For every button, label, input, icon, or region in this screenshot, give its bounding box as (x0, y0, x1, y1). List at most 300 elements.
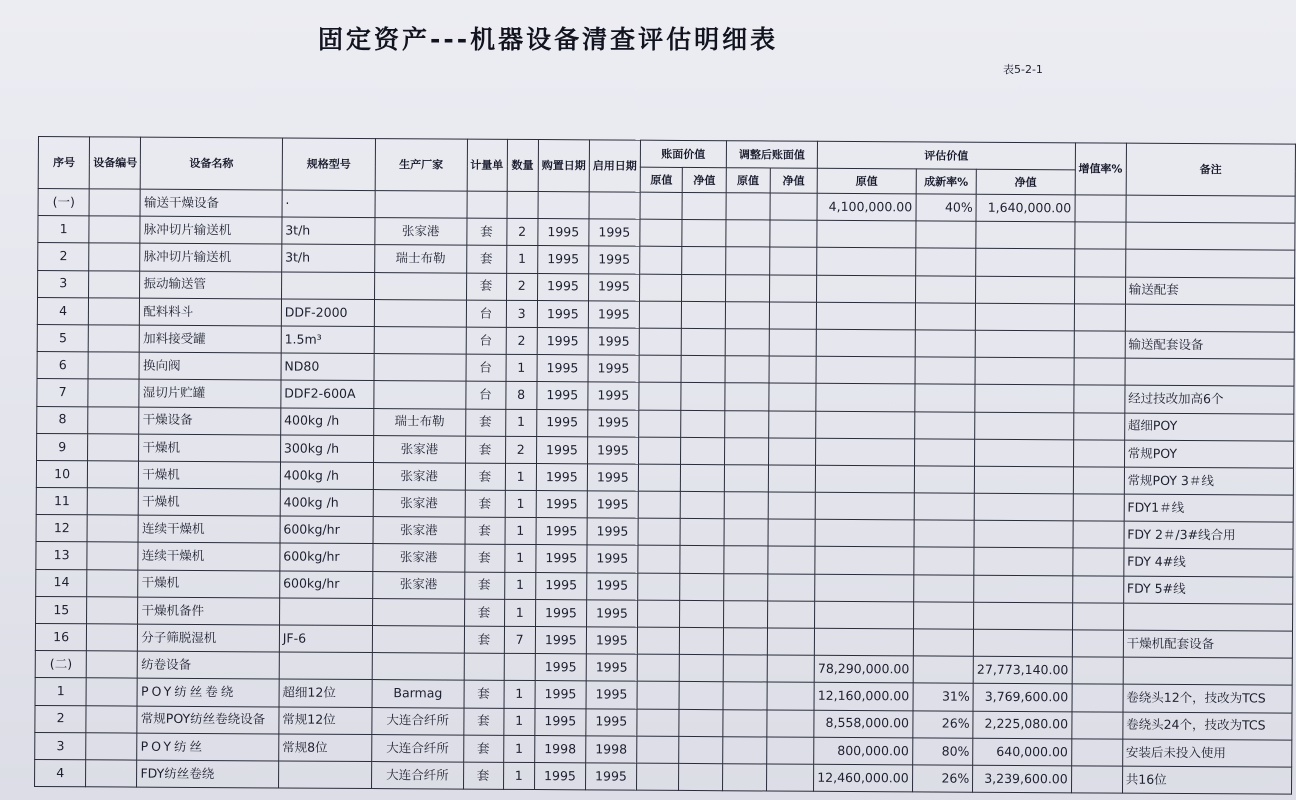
cell-start-date: 1995 (586, 708, 637, 735)
cell-remark (1125, 250, 1294, 278)
header-appraised-orig: 原值 (817, 168, 916, 194)
cell-remark: FDY 5#线 (1123, 576, 1292, 604)
cell-increase-rate (1074, 358, 1125, 385)
cell-adjusted-net (769, 302, 817, 329)
cell-adjusted-orig (725, 301, 769, 328)
cell-adjusted-net (769, 247, 817, 274)
cell-spec: 600kg/hr (280, 571, 373, 599)
cell-qty (507, 191, 539, 218)
cell-unit: 套 (463, 735, 503, 762)
cell-book-orig (640, 247, 683, 274)
cell-increase-rate (1071, 739, 1122, 766)
cell-remark: 输送配套 (1125, 277, 1294, 305)
cell-appraised-orig (815, 465, 914, 493)
cell-book-orig (637, 682, 680, 709)
cell-book-orig (639, 410, 682, 437)
cell-unit: 套 (465, 409, 505, 436)
cell-start-date: 1995 (589, 219, 640, 246)
cell-qty: 1 (503, 762, 535, 789)
cell-appraised-orig: 800,000.00 (814, 737, 913, 765)
cell-maker (374, 326, 466, 354)
cell-adjusted-orig (725, 329, 769, 356)
cell-maker: 张家港 (374, 435, 466, 463)
cell-purchase-date: 1995 (534, 762, 585, 789)
cell-purchase-date: 1995 (536, 545, 587, 572)
cell-maker: Barmag (372, 680, 464, 708)
cell-appraised-net (975, 385, 1074, 413)
cell-seq: 14 (36, 569, 88, 597)
cell-seq: 7 (37, 379, 89, 407)
cell-seq: 10 (36, 460, 88, 488)
cell-purchase-date: 1995 (536, 436, 587, 463)
cell-start-date: 1995 (586, 681, 637, 708)
cell-purchase-date: 1995 (537, 382, 588, 409)
cell-adjusted-net (767, 710, 815, 737)
cell-maker: 张家港 (373, 490, 465, 518)
cell-remark: 卷绕头24个，技改为TCS (1123, 712, 1292, 740)
cell-seq: 15 (36, 596, 88, 624)
cell-maker: 张家港 (373, 517, 465, 545)
cell-qty: 1 (503, 708, 535, 735)
cell-equipment-name: 输送干燥设备 (140, 189, 282, 217)
cell-appraised-net (974, 520, 1073, 548)
cell-purchase-date: 1995 (535, 708, 586, 735)
cell-spec: 3t/h (282, 217, 375, 245)
cell-maker: 大连合纤所 (372, 734, 464, 762)
cell-newness-rate (915, 330, 976, 358)
cell-spec: 3t/h (282, 244, 375, 272)
cell-appraised-net: 3,769,600.00 (973, 684, 1072, 712)
cell-maker (374, 381, 466, 409)
cell-adjusted-orig (724, 410, 768, 437)
header-adjusted-orig: 原值 (726, 168, 770, 193)
cell-equipment-name: 振动输送管 (140, 271, 282, 299)
cell-equipment-code (87, 515, 138, 542)
cell-unit: 台 (466, 300, 506, 327)
cell-start-date: 1995 (588, 355, 639, 382)
cell-book-orig (639, 328, 682, 355)
cell-start-date: 1995 (588, 328, 639, 355)
cell-remark: 超细POY (1124, 413, 1293, 441)
cell-equipment-code (87, 597, 138, 624)
header-spec: 规格型号 (282, 138, 376, 191)
cell-adjusted-orig (725, 383, 769, 410)
cell-equipment-name: FDY纺丝卷绕 (137, 760, 279, 788)
header-qty: 数量 (507, 139, 539, 191)
cell-increase-rate (1074, 222, 1125, 249)
cell-spec: 400kg /h (280, 462, 373, 490)
cell-appraised-orig (817, 275, 916, 303)
cell-spec: 600kg/hr (280, 516, 373, 544)
cell-qty: 1 (505, 518, 537, 545)
cell-spec: 400kg /h (280, 489, 373, 517)
cell-remark: 干燥机配套设备 (1123, 630, 1292, 658)
cell-start-date: 1998 (586, 736, 637, 763)
cell-purchase-date: 1998 (535, 735, 586, 762)
cell-appraised-orig (816, 329, 915, 357)
cell-equipment-code (87, 542, 138, 569)
cell-qty: 1 (504, 572, 536, 599)
cell-newness-rate (914, 466, 975, 494)
cell-equipment-code (86, 760, 137, 787)
cell-book-orig (639, 382, 682, 409)
cell-maker (374, 299, 466, 327)
cell-increase-rate (1074, 331, 1125, 358)
table-number: 表5-2-1 (1003, 63, 1043, 76)
header-increase-rate: 增值率% (1075, 143, 1126, 195)
cell-qty: 1 (504, 545, 536, 572)
cell-equipment-code (88, 488, 139, 515)
cell-equipment-code (86, 678, 137, 705)
cell-seq: 2 (38, 243, 90, 271)
cell-unit: 台 (466, 354, 506, 381)
cell-unit: 套 (466, 273, 506, 300)
cell-newness-rate (915, 221, 976, 249)
cell-adjusted-orig (724, 546, 768, 573)
cell-book-orig (639, 355, 682, 382)
cell-newness-rate (914, 520, 975, 548)
cell-seq: 3 (35, 732, 87, 760)
cell-qty: 1 (505, 490, 537, 517)
cell-increase-rate (1073, 521, 1124, 548)
cell-seq: 12 (36, 515, 88, 543)
cell-purchase-date: 1995 (536, 518, 587, 545)
cell-appraised-net (975, 357, 1074, 385)
cell-increase-rate (1071, 766, 1122, 793)
cell-seq: 13 (36, 542, 88, 570)
cell-start-date: 1995 (587, 464, 638, 491)
cell-unit: 套 (466, 245, 506, 272)
cell-newness-rate (914, 439, 975, 467)
cell-appraised-net (976, 303, 1075, 331)
cell-equipment-code (89, 270, 140, 297)
cell-appraised-orig (815, 601, 914, 629)
cell-spec: ND80 (281, 353, 374, 381)
cell-equipment-code (88, 352, 139, 379)
cell-unit: 台 (465, 381, 505, 408)
cell-purchase-date: 1995 (537, 273, 588, 300)
cell-increase-rate (1073, 385, 1124, 412)
cell-book-net (681, 437, 725, 464)
cell-equipment-code (89, 216, 140, 243)
cell-book-net (681, 356, 725, 383)
cell-adjusted-orig (723, 573, 767, 600)
cell-appraised-orig (815, 574, 914, 602)
cell-maker: 大连合纤所 (372, 707, 464, 735)
cell-book-orig (638, 464, 681, 491)
cell-book-net (679, 763, 723, 790)
cell-start-date: 1995 (586, 627, 637, 654)
cell-remark (1126, 195, 1295, 223)
cell-appraised-orig: 78,290,000.00 (814, 655, 913, 683)
cell-adjusted-net (767, 655, 815, 682)
cell-increase-rate (1074, 249, 1125, 276)
cell-newness-rate (915, 275, 976, 303)
header-appraised-net: 净值 (976, 169, 1075, 195)
cell-adjusted-net (768, 492, 816, 519)
cell-unit: 套 (464, 599, 504, 626)
cell-adjusted-net (766, 737, 814, 764)
cell-qty: 2 (506, 219, 538, 246)
header-buy-date: 购置日期 (538, 140, 589, 192)
cell-remark (1125, 222, 1294, 250)
cell-book-net (681, 410, 725, 437)
cell-increase-rate (1072, 684, 1123, 711)
cell-increase-rate (1073, 467, 1124, 494)
cell-book-net (680, 573, 724, 600)
cell-increase-rate (1072, 630, 1123, 657)
cell-maker: 张家港 (375, 218, 467, 246)
cell-book-net (681, 491, 725, 518)
cell-appraised-orig: 4,100,000.00 (817, 193, 916, 221)
cell-purchase-date: 1995 (535, 681, 586, 708)
cell-book-orig (639, 274, 682, 301)
cell-start-date: 1995 (587, 491, 638, 518)
cell-purchase-date: 1995 (538, 219, 589, 246)
cell-adjusted-orig (724, 437, 768, 464)
cell-unit: 套 (464, 626, 504, 653)
cell-appraised-orig (816, 302, 915, 330)
cell-adjusted-orig (724, 492, 768, 519)
cell-book-orig (637, 600, 680, 627)
cell-appraised-net (974, 629, 1073, 657)
cell-adjusted-orig (722, 736, 766, 763)
cell-increase-rate (1072, 548, 1123, 575)
cell-newness-rate (913, 656, 974, 684)
cell-increase-rate (1075, 195, 1126, 222)
cell-appraised-net (975, 412, 1074, 440)
cell-book-net (682, 220, 726, 247)
cell-remark: FDY1＃线 (1124, 494, 1293, 522)
cell-qty: 1 (506, 246, 538, 273)
cell-qty: 2 (506, 327, 538, 354)
cell-appraised-orig (816, 384, 915, 412)
cell-book-net (682, 301, 726, 328)
cell-equipment-name: 干燥机备件 (138, 597, 280, 625)
cell-appraised-net (976, 276, 1075, 304)
cell-start-date: 1995 (588, 409, 639, 436)
cell-purchase-date: 1995 (536, 463, 587, 490)
cell-equipment-name: 干燥机 (139, 461, 281, 489)
cell-start-date: 1995 (586, 600, 637, 627)
cell-maker (372, 626, 464, 654)
cell-maker: 瑞士布勒 (375, 245, 467, 273)
cell-purchase-date: 1995 (536, 491, 587, 518)
cell-unit: 套 (464, 572, 504, 599)
cell-book-net (682, 328, 726, 355)
cell-start-date: 1995 (588, 301, 639, 328)
cell-book-net (680, 546, 724, 573)
cell-qty: 2 (506, 273, 538, 300)
cell-appraised-orig (815, 520, 914, 548)
cell-seq: 5 (37, 324, 89, 352)
cell-increase-rate (1074, 276, 1125, 303)
cell-equipment-code (87, 624, 138, 651)
cell-appraised-net (976, 249, 1075, 277)
cell-adjusted-net (766, 764, 814, 791)
cell-book-orig (638, 518, 681, 545)
cell-appraised-orig (816, 356, 915, 384)
cell-adjusted-orig (725, 247, 769, 274)
cell-book-orig (639, 301, 682, 328)
cell-newness-rate (914, 493, 975, 521)
cell-unit: 台 (466, 327, 506, 354)
cell-spec (281, 272, 374, 300)
cell-purchase-date: 1995 (537, 355, 588, 382)
cell-equipment-name: 干燥机 (138, 570, 280, 598)
cell-remark (1125, 304, 1294, 332)
cell-qty: 1 (506, 354, 538, 381)
document-title: 固定资产---机器设备清查评估明细表 (318, 25, 779, 54)
cell-book-net (679, 736, 723, 763)
cell-equipment-code (86, 733, 137, 760)
cell-appraised-net: 3,239,600.00 (973, 765, 1072, 793)
cell-adjusted-orig (722, 764, 766, 791)
cell-spec: 常规12位 (279, 707, 372, 735)
cell-appraised-orig (816, 438, 915, 466)
cell-increase-rate (1073, 412, 1124, 439)
cell-remark: 卷绕头12个，技改为TCS (1123, 685, 1292, 713)
header-use-date: 启用日期 (589, 140, 640, 192)
cell-appraised-net: 640,000.00 (973, 738, 1072, 766)
cell-adjusted-net (769, 356, 817, 383)
cell-seq: 16 (35, 623, 87, 651)
cell-seq: 11 (36, 488, 88, 516)
cell-qty: 3 (506, 300, 538, 327)
cell-equipment-code (89, 243, 140, 270)
cell-equipment-name: 加料接受罐 (140, 325, 282, 353)
cell-seq: 1 (35, 678, 87, 706)
cell-spec (279, 598, 372, 626)
cell-seq: 2 (35, 705, 87, 733)
cell-increase-rate (1072, 603, 1123, 630)
cell-unit: 套 (465, 490, 505, 517)
cell-appraised-net (975, 439, 1074, 467)
cell-appraised-net (976, 221, 1075, 249)
cell-remark: 经过技改加高6个 (1125, 385, 1294, 413)
cell-equipment-name: 常规POY纺丝卷绕设备 (137, 706, 279, 734)
cell-seq: 1 (38, 216, 90, 244)
cell-maker: 张家港 (373, 571, 465, 599)
cell-adjusted-net (769, 329, 817, 356)
cell-remark (1123, 603, 1292, 631)
header-book-net: 净值 (683, 167, 727, 192)
cell-maker (374, 354, 466, 382)
cell-qty: 1 (504, 599, 536, 626)
cell-equipment-name: POY纺丝卷绕 (137, 678, 279, 706)
cell-equipment-code (87, 651, 138, 678)
cell-increase-rate (1073, 440, 1124, 467)
cell-equipment-name: 脉冲切片输送机 (140, 244, 282, 272)
cell-equipment-code (86, 705, 137, 732)
cell-newness-rate (913, 547, 974, 575)
cell-maker (373, 598, 465, 626)
cell-book-net (679, 682, 723, 709)
cell-appraised-net (974, 493, 1073, 521)
cell-adjusted-orig (723, 682, 767, 709)
cell-appraised-orig (817, 248, 916, 276)
cell-seq: 3 (38, 270, 90, 298)
cell-spec: 1.5m³ (281, 326, 374, 354)
cell-adjusted-net (770, 220, 818, 247)
cell-book-orig (638, 573, 681, 600)
cell-unit: 套 (465, 517, 505, 544)
cell-equipment-name: 湿切片贮罐 (139, 379, 281, 407)
cell-appraised-orig: 8,558,000.00 (814, 710, 913, 738)
header-name: 设备名称 (141, 137, 283, 190)
cell-book-net (680, 655, 724, 682)
cell-seq: 9 (37, 433, 89, 461)
cell-maker (375, 272, 467, 300)
cell-start-date: 1995 (588, 273, 639, 300)
cell-unit: 套 (464, 545, 504, 572)
cell-start-date (589, 192, 640, 219)
cell-appraised-net (974, 575, 1073, 603)
cell-newness-rate: 26% (912, 710, 973, 738)
cell-adjusted-net (767, 574, 815, 601)
cell-start-date: 1995 (586, 654, 637, 681)
cell-equipment-name: 干燥机 (139, 488, 281, 516)
cell-spec: DDF2-600A (281, 380, 374, 408)
cell-purchase-date: 1995 (537, 409, 588, 436)
cell-adjusted-net (767, 682, 815, 709)
cell-adjusted-net (768, 438, 816, 465)
cell-book-net (682, 192, 726, 219)
cell-adjusted-net (768, 519, 816, 546)
cell-book-net (680, 519, 724, 546)
cell-adjusted-orig (723, 655, 767, 682)
cell-remark: 输送配套设备 (1125, 331, 1294, 359)
cell-equipment-code (88, 433, 139, 460)
cell-spec: JF-6 (279, 625, 372, 653)
cell-start-date: 1995 (587, 437, 638, 464)
cell-equipment-name: POY纺丝 (137, 733, 279, 761)
cell-book-orig (638, 491, 681, 518)
cell-maker: 大连合纤所 (372, 761, 464, 789)
cell-increase-rate (1074, 304, 1125, 331)
header-adjusted-value: 调整后账面值 (726, 141, 818, 169)
cell-appraised-net (974, 602, 1073, 630)
cell-book-orig (636, 763, 679, 790)
header-newness-rate: 成新率% (916, 169, 977, 194)
cell-adjusted-orig (726, 193, 770, 220)
cell-qty: 1 (505, 409, 537, 436)
cell-appraised-orig (817, 220, 916, 248)
cell-equipment-name: 换向阀 (139, 352, 281, 380)
cell-book-orig (640, 219, 683, 246)
cell-equipment-name: 干燥机 (139, 434, 281, 462)
cell-remark (1123, 657, 1292, 685)
cell-equipment-code (88, 461, 139, 488)
cell-equipment-name: 分子筛脱湿机 (138, 624, 280, 652)
cell-appraised-net: 27,773,140.00 (973, 656, 1072, 684)
cell-adjusted-orig (725, 356, 769, 383)
cell-appraised-orig (815, 547, 914, 575)
cell-purchase-date: 1995 (535, 654, 586, 681)
cell-newness-rate (915, 248, 976, 276)
cell-equipment-code (88, 406, 139, 433)
cell-adjusted-net (767, 601, 815, 628)
cell-seq: (一) (38, 189, 90, 217)
cell-newness-rate (915, 357, 976, 385)
cell-equipment-name: 配料料斗 (140, 298, 282, 326)
cell-newness-rate: 26% (912, 765, 973, 793)
cell-start-date: 1995 (588, 382, 639, 409)
cell-newness-rate (915, 303, 976, 331)
cell-unit: 套 (465, 463, 505, 490)
cell-maker (375, 191, 467, 219)
cell-purchase-date: 1995 (538, 246, 589, 273)
